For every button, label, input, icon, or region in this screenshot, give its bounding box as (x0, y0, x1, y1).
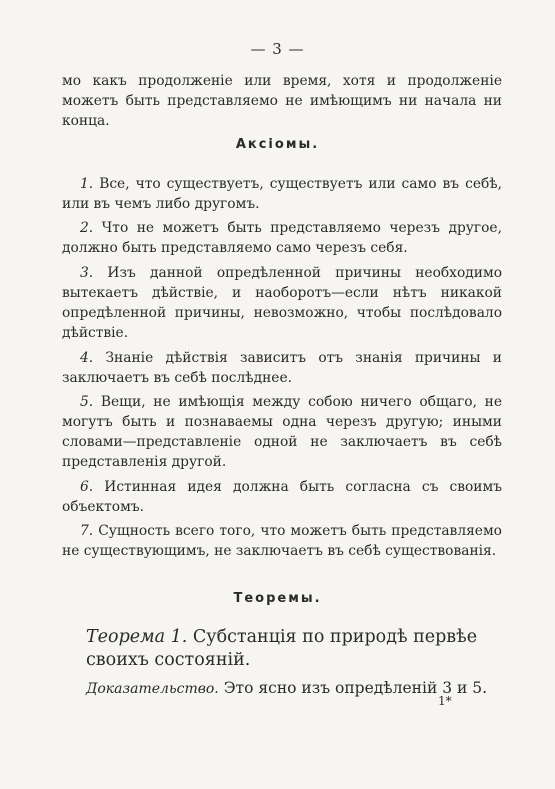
axiom-4 (62, 348, 502, 388)
theorem-1 (86, 626, 506, 672)
axiom-1 (62, 174, 502, 214)
axiom-text: Изъ данной опредѣленной причины необходимо вытекаетъ дѣйствіе, и наоборотъ—если нѣтъ никакой опредѣленной причины, невозможно, чтобы послѣдовало дѣйствіе. (62, 265, 502, 341)
axiom-text: Что не можетъ быть представляемо черезъ другое, должно быть представляемо само черезъ себя. (62, 220, 502, 256)
axioms-heading: Аксіомы. (235, 137, 320, 152)
axiom-number: 5. (80, 394, 94, 410)
axiom-5 (62, 392, 502, 472)
axiom-3 (62, 263, 502, 343)
axiom-2 (62, 218, 502, 258)
page-number: — 3 — (250, 40, 305, 58)
proof-text: Это ясно изъ опредѣленій 3 и 5. (223, 679, 488, 697)
axiom-text: Все, что существуетъ, существуетъ или само въ себѣ, или въ чемъ либо другомъ. (62, 176, 502, 212)
axiom-number: 2. (80, 220, 94, 236)
proof-label: Доказательство. (86, 681, 219, 697)
axiom-text: Вещи, не имѣющія между собою ничего общаго, не могутъ быть и познаваемы одна черезъ другую; иными словами—представленіе одной не заключаетъ въ себѣ представленія другой. (62, 394, 503, 470)
signature-mark: 1* (438, 694, 452, 708)
axiom-6 (62, 477, 502, 517)
axiom-number: 7. (80, 523, 94, 539)
axiom-number: 6. (80, 479, 94, 495)
axiom-number: 1. (80, 176, 94, 192)
axiom-number: 3. (80, 265, 94, 281)
theorems-heading: Теоремы. (233, 591, 322, 606)
axiom-7 (62, 521, 502, 561)
axiom-text: Знаніе дѣйствія зависитъ отъ знанія причины и заключаетъ въ себѣ послѣднее. (62, 350, 502, 386)
axiom-number: 4. (80, 350, 94, 366)
axiom-text: Сущность всего того, что можетъ быть представляемо не существующимъ, не заключаетъ въ себѣ существованія. (62, 523, 502, 559)
theorem-text: Субстанція по природѣ первѣе своихъ состояній. (86, 627, 478, 670)
axiom-text: Истинная идея должна быть согласна съ своимъ объектомъ. (62, 479, 502, 515)
continuation-paragraph: мо какъ продолженіе или время, хотя и продолженіе можетъ быть представляемо не имѣющимъ ни начала ни конца. (62, 73, 502, 129)
theorem-label: Теорема 1. (86, 627, 188, 647)
